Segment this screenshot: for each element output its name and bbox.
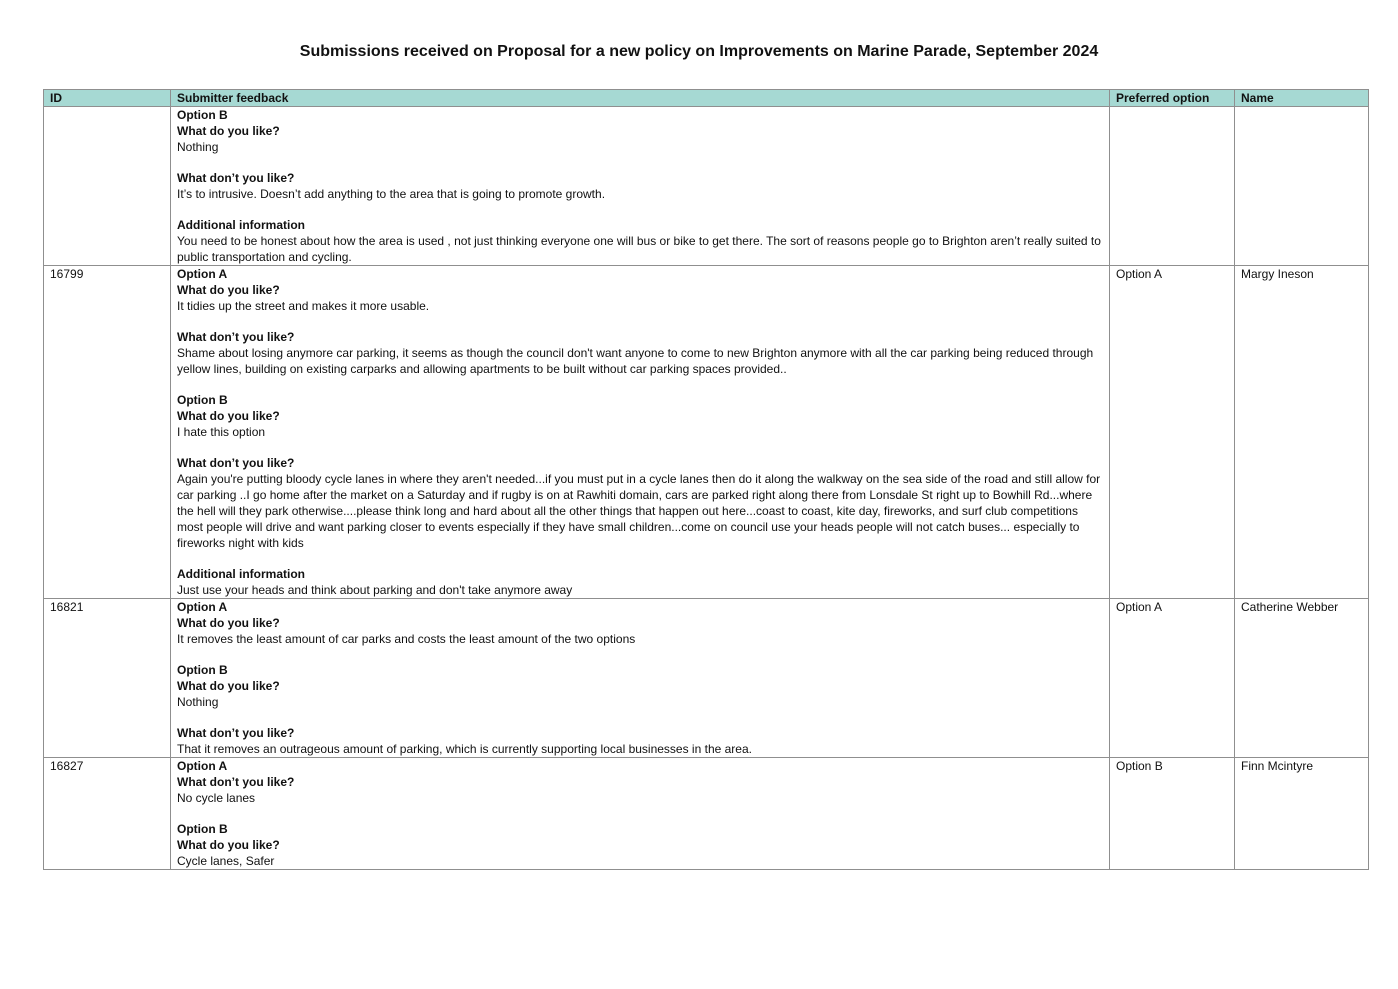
submitter-feedback (171, 107, 1110, 266)
submitter-feedback (171, 599, 1110, 758)
answer-text: No cycle lanes (177, 791, 256, 805)
submitter-feedback (171, 266, 1110, 599)
table-row (44, 107, 1369, 266)
page-title: Submissions received on Proposal for a new policy on Improvements on Marine Parade, September 2024 (299, 43, 1099, 60)
table-row (44, 266, 1369, 599)
option-heading: Option A (177, 759, 228, 773)
answer-text: I hate this option (177, 425, 266, 439)
answer-text: You need to be honest about how the area is used , not just thinking everyone one will bus or bike to get there. The sort of reasons people go to Brighton aren’t really suited to public transportation and cycling. (177, 234, 1101, 264)
submission-id (44, 107, 171, 266)
answer-text: Shame about losing anymore car parking, it seems as though the council don't want anyone to come to new Brighton anymore with all the car parking being reduced through yellow lines, building on existing carparks and allowing apartments to be built without car parking spaces provided.. (177, 346, 1094, 376)
question-label: What do you like? (177, 679, 280, 693)
question-block (177, 282, 1103, 314)
submission-id: 16827 (44, 758, 171, 870)
question-block (177, 123, 1103, 155)
question-label: Additional information (177, 567, 305, 581)
question-block (177, 678, 1103, 710)
feedback-section (177, 107, 1103, 202)
question-block (177, 455, 1103, 551)
column-header-feedback: Submitter feedback (171, 90, 1110, 107)
answer-text: It tidies up the street and makes it more usable. (177, 299, 430, 313)
option-heading: Option B (177, 108, 228, 122)
question-label: What do you like? (177, 124, 280, 138)
question-label: What don’t you like? (177, 330, 295, 344)
submitter-name: Catherine Webber (1235, 599, 1369, 758)
question-label: What do you like? (177, 616, 280, 630)
option-heading: Option B (177, 393, 228, 407)
table-row (44, 599, 1369, 758)
feedback-section (177, 392, 1103, 551)
option-heading: Option B (177, 822, 228, 836)
question-block (177, 170, 1103, 202)
question-block (177, 725, 1103, 757)
answer-text: Nothing (177, 695, 219, 709)
feedback-section (177, 566, 1103, 598)
preferred-option (1110, 107, 1235, 266)
feedback-section (177, 599, 1103, 647)
submission-id: 16799 (44, 266, 171, 599)
answer-text: It’s to intrusive. Doesn’t add anything to the area that is going to promote growth. (177, 187, 606, 201)
feedback-section (177, 266, 1103, 377)
answer-text: It removes the least amount of car parks and costs the least amount of the two options (177, 632, 636, 646)
question-block (177, 837, 1103, 869)
submitter-name: Margy Ineson (1235, 266, 1369, 599)
option-heading: Option A (177, 267, 228, 281)
question-block (177, 774, 1103, 806)
question-block (177, 408, 1103, 440)
column-header-preferred-option: Preferred option (1110, 90, 1235, 107)
question-label: What don’t you like? (177, 171, 295, 185)
submitter-feedback (171, 758, 1110, 870)
preferred-option: Option A (1110, 599, 1235, 758)
answer-text: Just use your heads and think about parking and don't take anymore away (177, 583, 573, 597)
question-block (177, 615, 1103, 647)
submissions-table (43, 89, 1369, 870)
option-heading: Option B (177, 663, 228, 677)
submitter-name (1235, 107, 1369, 266)
answer-text: That it removes an outrageous amount of parking, which is currently supporting local businesses in the area. (177, 742, 752, 756)
question-label: What do you like? (177, 283, 280, 297)
feedback-section (177, 758, 1103, 806)
submitter-name: Finn Mcintyre (1235, 758, 1369, 870)
column-header-name: Name (1235, 90, 1369, 107)
table-header-row (44, 90, 1369, 107)
question-label: What don’t you like? (177, 775, 295, 789)
option-heading: Option A (177, 600, 228, 614)
question-block (177, 329, 1103, 377)
feedback-section (177, 821, 1103, 869)
question-block (177, 566, 1103, 598)
column-header-id: ID (44, 90, 171, 107)
question-label: What don’t you like? (177, 456, 295, 470)
table-row (44, 758, 1369, 870)
question-label: What don’t you like? (177, 726, 295, 740)
answer-text: Again you're putting bloody cycle lanes in where they aren't needed...if you must put in a cycle lanes then do it along the walkway on the sea side of the road and still allow for car parking ..I go home after the market on a Saturday and if rugby is on at Rawhiti domain, cars are parked right along there from Lonsdale St right up to Bowhill Rd...where the hell will they park otherwise....please think long and hard about all the other things that happen out here...coast to coast, kite day, fireworks, and surf club competitions most people will drive and want parking closer to events especially if they have small children...come on council use your heads people will not catch buses... especially to fireworks night with kids (177, 472, 1101, 550)
submission-id: 16821 (44, 599, 171, 758)
question-label: What do you like? (177, 409, 280, 423)
feedback-section (177, 217, 1103, 265)
question-label: What do you like? (177, 838, 280, 852)
answer-text: Cycle lanes, Safer (177, 854, 275, 868)
preferred-option: Option B (1110, 758, 1235, 870)
feedback-section (177, 662, 1103, 757)
preferred-option: Option A (1110, 266, 1235, 599)
question-label: Additional information (177, 218, 305, 232)
question-block (177, 217, 1103, 265)
answer-text: Nothing (177, 140, 219, 154)
